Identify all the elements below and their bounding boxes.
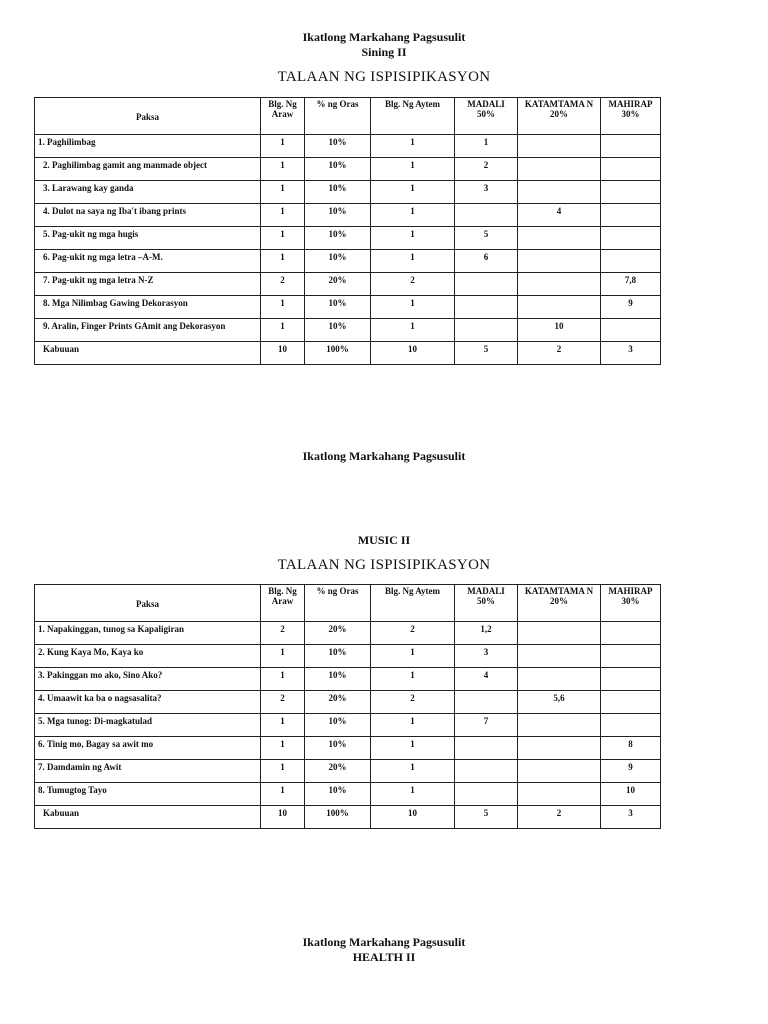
cell-paksa: 1. Napakinggan, tunog sa Kapaligiran bbox=[35, 622, 261, 645]
cell-mahirap: 10 bbox=[601, 783, 661, 806]
cell-paksa: 6. Tinig mo, Bagay sa awit mo bbox=[35, 737, 261, 760]
cell-katamtaman bbox=[518, 622, 601, 645]
table-row bbox=[35, 296, 661, 319]
cell-mahirap bbox=[601, 158, 661, 181]
cell-paksa: 5. Pag-ukit ng mga hugis bbox=[35, 227, 261, 250]
cell-aytem: 1 bbox=[371, 135, 455, 158]
cell-mahirap: 3 bbox=[601, 342, 661, 365]
header-oras: % ng Oras bbox=[305, 585, 371, 622]
table-header-row bbox=[35, 98, 661, 135]
header-katamtaman: KATAMTAMA N 20% bbox=[518, 585, 601, 622]
cell-aytem: 1 bbox=[371, 204, 455, 227]
cell-oras: 10% bbox=[305, 135, 371, 158]
cell-oras: 10% bbox=[305, 645, 371, 668]
header-araw: Blg. Ng Araw bbox=[261, 98, 305, 135]
cell-madali: 5 bbox=[455, 342, 518, 365]
cell-mahirap bbox=[601, 668, 661, 691]
table-row bbox=[35, 645, 661, 668]
cell-mahirap bbox=[601, 691, 661, 714]
cell-oras: 20% bbox=[305, 760, 371, 783]
cell-aytem: 1 bbox=[371, 737, 455, 760]
cell-madali: 5 bbox=[455, 227, 518, 250]
cell-araw: 1 bbox=[261, 227, 305, 250]
table-row bbox=[35, 691, 661, 714]
cell-aytem: 1 bbox=[371, 227, 455, 250]
cell-aytem: 10 bbox=[371, 342, 455, 365]
cell-madali bbox=[455, 783, 518, 806]
section1-heading: Ikatlong Markahang Pagsusulit bbox=[302, 30, 466, 44]
cell-araw: 2 bbox=[261, 691, 305, 714]
cell-araw: 1 bbox=[261, 737, 305, 760]
cell-katamtaman bbox=[518, 250, 601, 273]
header-mahirap: MAHIRAP 30% bbox=[601, 98, 661, 135]
cell-paksa: 8. Mga Nilimbag Gawing Dekorasyon bbox=[35, 296, 261, 319]
cell-katamtaman: 2 bbox=[518, 342, 601, 365]
cell-araw: 1 bbox=[261, 645, 305, 668]
cell-aytem: 1 bbox=[371, 760, 455, 783]
header-aytem: Blg. Ng Aytem bbox=[371, 98, 455, 135]
table-row bbox=[35, 181, 661, 204]
table-row bbox=[35, 250, 661, 273]
cell-paksa: Kabuuan bbox=[35, 806, 261, 829]
cell-katamtaman bbox=[518, 181, 601, 204]
table-row bbox=[35, 668, 661, 691]
cell-aytem: 1 bbox=[371, 296, 455, 319]
cell-oras: 10% bbox=[305, 714, 371, 737]
cell-oras: 20% bbox=[305, 273, 371, 296]
cell-madali: 3 bbox=[455, 181, 518, 204]
cell-aytem: 1 bbox=[371, 714, 455, 737]
cell-araw: 1 bbox=[261, 135, 305, 158]
cell-oras: 10% bbox=[305, 204, 371, 227]
section2-subheading: MUSIC II bbox=[357, 533, 411, 547]
cell-oras: 10% bbox=[305, 250, 371, 273]
cell-mahirap bbox=[601, 319, 661, 342]
cell-aytem: 10 bbox=[371, 806, 455, 829]
cell-oras: 10% bbox=[305, 296, 371, 319]
header-oras: % ng Oras bbox=[305, 98, 371, 135]
header-araw: Blg. Ng Araw bbox=[261, 585, 305, 622]
table-row bbox=[35, 737, 661, 760]
cell-aytem: 2 bbox=[371, 622, 455, 645]
cell-araw: 1 bbox=[261, 668, 305, 691]
cell-oras: 100% bbox=[305, 342, 371, 365]
table-row bbox=[35, 227, 661, 250]
cell-paksa: 3. Pakinggan mo ako, Sino Ako? bbox=[35, 668, 261, 691]
cell-aytem: 1 bbox=[371, 319, 455, 342]
cell-paksa: 5. Mga tunog: Di-magkatulad bbox=[35, 714, 261, 737]
cell-aytem: 1 bbox=[371, 158, 455, 181]
header-mahirap: MAHIRAP 30% bbox=[601, 585, 661, 622]
header-madali: MADALI 50% bbox=[455, 98, 518, 135]
table-row bbox=[35, 135, 661, 158]
cell-mahirap bbox=[601, 227, 661, 250]
cell-madali: 1,2 bbox=[455, 622, 518, 645]
cell-araw: 1 bbox=[261, 319, 305, 342]
section2-title: TALAAN NG ISPISIPIKASYON bbox=[277, 557, 491, 573]
cell-madali bbox=[455, 296, 518, 319]
table-row bbox=[35, 783, 661, 806]
cell-madali: 6 bbox=[455, 250, 518, 273]
cell-araw: 1 bbox=[261, 714, 305, 737]
cell-aytem: 2 bbox=[371, 273, 455, 296]
cell-araw: 1 bbox=[261, 783, 305, 806]
cell-araw: 1 bbox=[261, 158, 305, 181]
cell-paksa: 8. Tumugtog Tayo bbox=[35, 783, 261, 806]
cell-katamtaman bbox=[518, 783, 601, 806]
cell-madali bbox=[455, 204, 518, 227]
cell-mahirap bbox=[601, 204, 661, 227]
header-katamtaman: KATAMTAMA N 20% bbox=[518, 98, 601, 135]
cell-oras: 20% bbox=[305, 691, 371, 714]
cell-paksa: 6. Pag-ukit ng mga letra –A-M. bbox=[35, 250, 261, 273]
spec-table-sining bbox=[34, 97, 661, 365]
cell-aytem: 1 bbox=[371, 668, 455, 691]
cell-mahirap: 8 bbox=[601, 737, 661, 760]
cell-madali: 2 bbox=[455, 158, 518, 181]
cell-paksa: 9. Aralin, Finger Prints GAmit ang Dekorasyon bbox=[35, 319, 261, 342]
cell-aytem: 1 bbox=[371, 645, 455, 668]
cell-araw: 1 bbox=[261, 181, 305, 204]
cell-oras: 10% bbox=[305, 737, 371, 760]
cell-paksa: 4. Umaawit ka ba o nagsasalita? bbox=[35, 691, 261, 714]
total-row bbox=[35, 342, 661, 365]
cell-mahirap: 9 bbox=[601, 760, 661, 783]
cell-paksa: 7. Damdamin ng Awit bbox=[35, 760, 261, 783]
cell-oras: 10% bbox=[305, 181, 371, 204]
cell-paksa: 2. Kung Kaya Mo, Kaya ko bbox=[35, 645, 261, 668]
cell-katamtaman: 2 bbox=[518, 806, 601, 829]
cell-katamtaman bbox=[518, 158, 601, 181]
spec-table-music bbox=[34, 584, 661, 829]
cell-araw: 10 bbox=[261, 806, 305, 829]
cell-oras: 10% bbox=[305, 668, 371, 691]
table-row bbox=[35, 760, 661, 783]
section3-subheading: HEALTH II bbox=[352, 950, 416, 964]
header-madali: MADALI 50% bbox=[455, 585, 518, 622]
cell-madali: 3 bbox=[455, 645, 518, 668]
header-paksa: Paksa bbox=[35, 98, 261, 135]
table-row bbox=[35, 714, 661, 737]
cell-paksa: Kabuuan bbox=[35, 342, 261, 365]
section1-title: TALAAN NG ISPISIPIKASYON bbox=[277, 69, 491, 85]
cell-paksa: 2. Paghilimbag gamit ang manmade object bbox=[35, 158, 261, 181]
cell-mahirap bbox=[601, 250, 661, 273]
cell-mahirap bbox=[601, 645, 661, 668]
table-header-row bbox=[35, 585, 661, 622]
header-paksa: Paksa bbox=[35, 585, 261, 622]
cell-madali: 4 bbox=[455, 668, 518, 691]
cell-madali bbox=[455, 273, 518, 296]
cell-madali: 1 bbox=[455, 135, 518, 158]
cell-mahirap: 9 bbox=[601, 296, 661, 319]
cell-katamtaman bbox=[518, 668, 601, 691]
cell-katamtaman: 4 bbox=[518, 204, 601, 227]
cell-katamtaman bbox=[518, 135, 601, 158]
cell-paksa: 4. Dulot na saya ng Iba't ibang prints bbox=[35, 204, 261, 227]
cell-araw: 1 bbox=[261, 296, 305, 319]
cell-katamtaman: 5,6 bbox=[518, 691, 601, 714]
cell-oras: 10% bbox=[305, 319, 371, 342]
cell-mahirap bbox=[601, 181, 661, 204]
cell-madali bbox=[455, 319, 518, 342]
cell-aytem: 1 bbox=[371, 181, 455, 204]
cell-katamtaman bbox=[518, 714, 601, 737]
cell-araw: 2 bbox=[261, 622, 305, 645]
cell-katamtaman bbox=[518, 645, 601, 668]
cell-oras: 10% bbox=[305, 783, 371, 806]
cell-madali bbox=[455, 691, 518, 714]
cell-araw: 1 bbox=[261, 204, 305, 227]
cell-oras: 20% bbox=[305, 622, 371, 645]
table-row bbox=[35, 319, 661, 342]
cell-paksa: 7. Pag-ukit ng mga letra N-Z bbox=[35, 273, 261, 296]
cell-paksa: 1. Paghilimbag bbox=[35, 135, 261, 158]
table-row bbox=[35, 622, 661, 645]
cell-katamtaman bbox=[518, 760, 601, 783]
cell-aytem: 1 bbox=[371, 250, 455, 273]
cell-katamtaman: 10 bbox=[518, 319, 601, 342]
table-row bbox=[35, 273, 661, 296]
cell-madali: 7 bbox=[455, 714, 518, 737]
cell-oras: 100% bbox=[305, 806, 371, 829]
cell-aytem: 2 bbox=[371, 691, 455, 714]
cell-katamtaman bbox=[518, 273, 601, 296]
cell-katamtaman bbox=[518, 737, 601, 760]
cell-katamtaman bbox=[518, 227, 601, 250]
cell-paksa: 3. Larawang kay ganda bbox=[35, 181, 261, 204]
cell-aytem: 1 bbox=[371, 783, 455, 806]
cell-mahirap bbox=[601, 622, 661, 645]
cell-mahirap: 7,8 bbox=[601, 273, 661, 296]
cell-oras: 10% bbox=[305, 227, 371, 250]
cell-oras: 10% bbox=[305, 158, 371, 181]
cell-araw: 1 bbox=[261, 250, 305, 273]
table-row bbox=[35, 158, 661, 181]
section1-subheading: Sining II bbox=[361, 45, 407, 59]
cell-araw: 2 bbox=[261, 273, 305, 296]
cell-madali bbox=[455, 737, 518, 760]
cell-madali bbox=[455, 760, 518, 783]
cell-araw: 10 bbox=[261, 342, 305, 365]
cell-araw: 1 bbox=[261, 760, 305, 783]
cell-mahirap bbox=[601, 135, 661, 158]
cell-madali: 5 bbox=[455, 806, 518, 829]
cell-mahirap bbox=[601, 714, 661, 737]
cell-mahirap: 3 bbox=[601, 806, 661, 829]
cell-katamtaman bbox=[518, 296, 601, 319]
section3-heading: Ikatlong Markahang Pagsusulit bbox=[302, 935, 466, 949]
header-aytem: Blg. Ng Aytem bbox=[371, 585, 455, 622]
total-row bbox=[35, 806, 661, 829]
section2-heading: Ikatlong Markahang Pagsusulit bbox=[302, 449, 466, 463]
table-row bbox=[35, 204, 661, 227]
